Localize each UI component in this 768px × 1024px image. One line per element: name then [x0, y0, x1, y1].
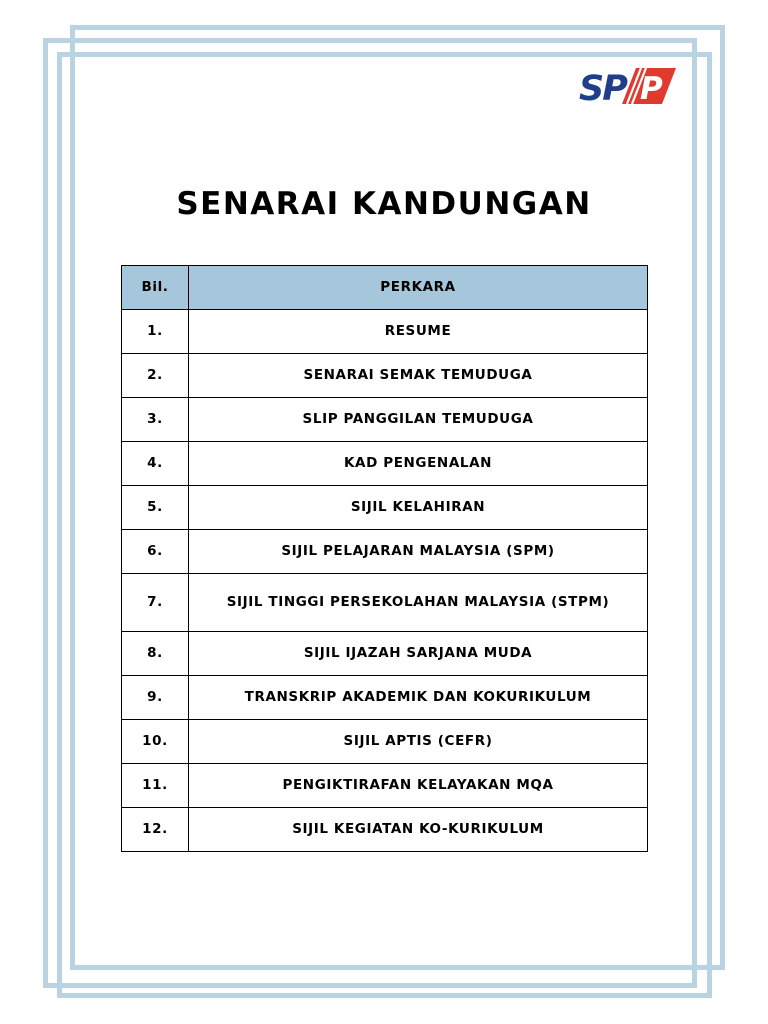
svg-text:P: P: [640, 71, 663, 106]
row-item: KAD PENGENALAN: [189, 442, 648, 486]
row-number: 12.: [122, 808, 189, 852]
page-title: SENARAI KANDUNGAN: [176, 186, 592, 222]
row-number: 2.: [122, 354, 189, 398]
row-number: 5.: [122, 486, 189, 530]
row-item: SIJIL KELAHIRAN: [189, 486, 648, 530]
row-number: 9.: [122, 676, 189, 720]
row-number: 7.: [122, 574, 189, 632]
row-item: SIJIL KEGIATAN KO-KURIKULUM: [189, 808, 648, 852]
row-item: TRANSKRIP AKADEMIK DAN KOKURIKULUM: [189, 676, 648, 720]
row-number: 1.: [122, 310, 189, 354]
row-item: SENARAI SEMAK TEMUDUGA: [189, 354, 648, 398]
contents-table: [121, 265, 648, 852]
table-row: [122, 398, 648, 442]
table-row: [122, 720, 648, 764]
table-row: [122, 808, 648, 852]
header-bil: Bil.: [122, 266, 189, 310]
table-row: [122, 574, 648, 632]
table-row: [122, 530, 648, 574]
row-item: SIJIL TINGGI PERSEKOLAHAN MALAYSIA (STPM): [189, 574, 648, 632]
table-row: [122, 764, 648, 808]
table-row: [122, 676, 648, 720]
svg-text:SP: SP: [579, 69, 626, 106]
row-number: 6.: [122, 530, 189, 574]
row-item: SIJIL APTIS (CEFR): [189, 720, 648, 764]
row-number: 4.: [122, 442, 189, 486]
row-number: 8.: [122, 632, 189, 676]
row-item: SLIP PANGGILAN TEMUDUGA: [189, 398, 648, 442]
header-perkara: PERKARA: [189, 266, 648, 310]
table-row: [122, 354, 648, 398]
row-item: SIJIL IJAZAH SARJANA MUDA: [189, 632, 648, 676]
table-row: [122, 442, 648, 486]
row-item: SIJIL PELAJARAN MALAYSIA (SPM): [189, 530, 648, 574]
table-header-row: [122, 266, 648, 310]
row-number: 3.: [122, 398, 189, 442]
row-item: PENGIKTIRAFAN KELAYAKAN MQA: [189, 764, 648, 808]
table-row: [122, 632, 648, 676]
row-number: 10.: [122, 720, 189, 764]
spp-logo: [578, 66, 678, 106]
table-row: [122, 486, 648, 530]
row-item: RESUME: [189, 310, 648, 354]
row-number: 11.: [122, 764, 189, 808]
table-row: [122, 310, 648, 354]
